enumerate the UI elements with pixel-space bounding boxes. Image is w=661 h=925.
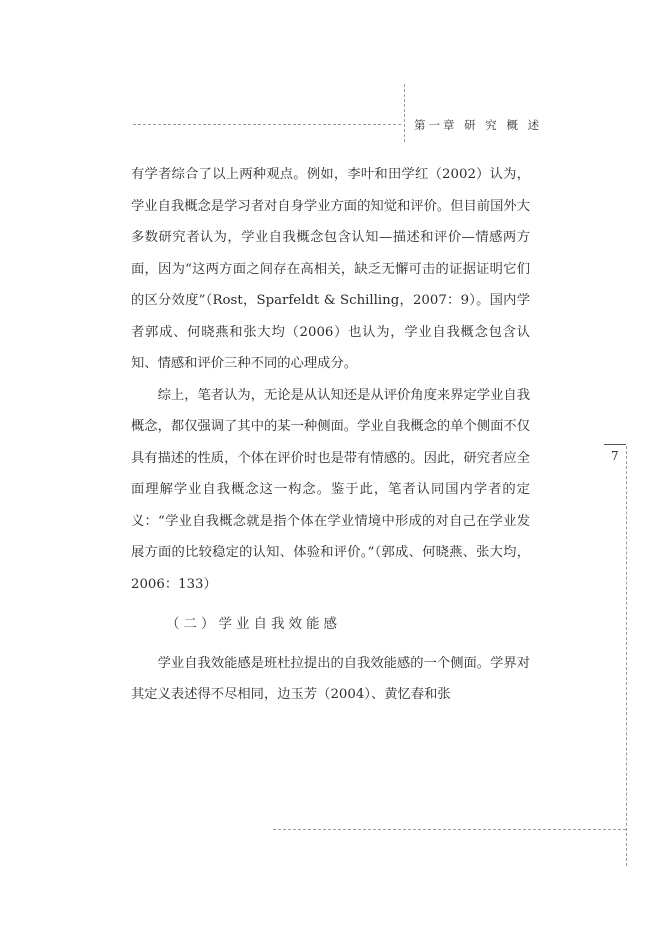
footer-horizontal-rule <box>273 829 626 830</box>
header-vertical-rule <box>404 84 405 142</box>
page-number: 7 <box>611 449 619 463</box>
paragraph-1: 有学者综合了以上两种观点。例如，李叶和田学红（2002）认为，学业自我概念是学习者对自身学业方面的知觉和评价。但目前国外大多数研究者认为，学业自我概念包含认知—描述和评价—情感两方面，因为“这两方面之间存在高相关，缺乏无懈可击的证据证明它们的区分效度”（Rost，Sparfeldt & Schilling，2007：9）。国内学者郭成、何晓燕和张大均（2006）也认为，学业自我概念包含认知、情感和评价三种不同的心理成分。 <box>131 167 530 371</box>
header-horizontal-rule <box>133 124 401 125</box>
section-heading: （二）学业自我效能感 <box>166 616 341 632</box>
body-text <box>131 159 530 711</box>
right-margin-rule <box>626 446 627 866</box>
running-header: 第一章 研 究 概 述 <box>414 118 543 132</box>
paragraph-2: 综上，笔者认为，无论是从认知还是从评价角度来界定学业自我概念，都仅强调了其中的某一种侧面。学业自我概念的单个侧面不仅具有描述的性质，个体在评价时也是带有情感的。因此，研究者应全面理解学业自我概念这一构念。鉴于此，笔者认同国内学者的定义：“学业自我概念就是指个体在学业情境中形成的对自己在学业发展方面的比较稳定的认知、体验和评价。”（郭成、何晓燕、张大均，2006：133） <box>131 387 530 592</box>
paragraph-3: 学业自我效能感是班杜拉提出的自我效能感的一个侧面。学界对其定义表述得不尽相同，边玉芳（2004）、黄忆春和张 <box>131 655 530 702</box>
page-number-rule <box>604 444 626 445</box>
